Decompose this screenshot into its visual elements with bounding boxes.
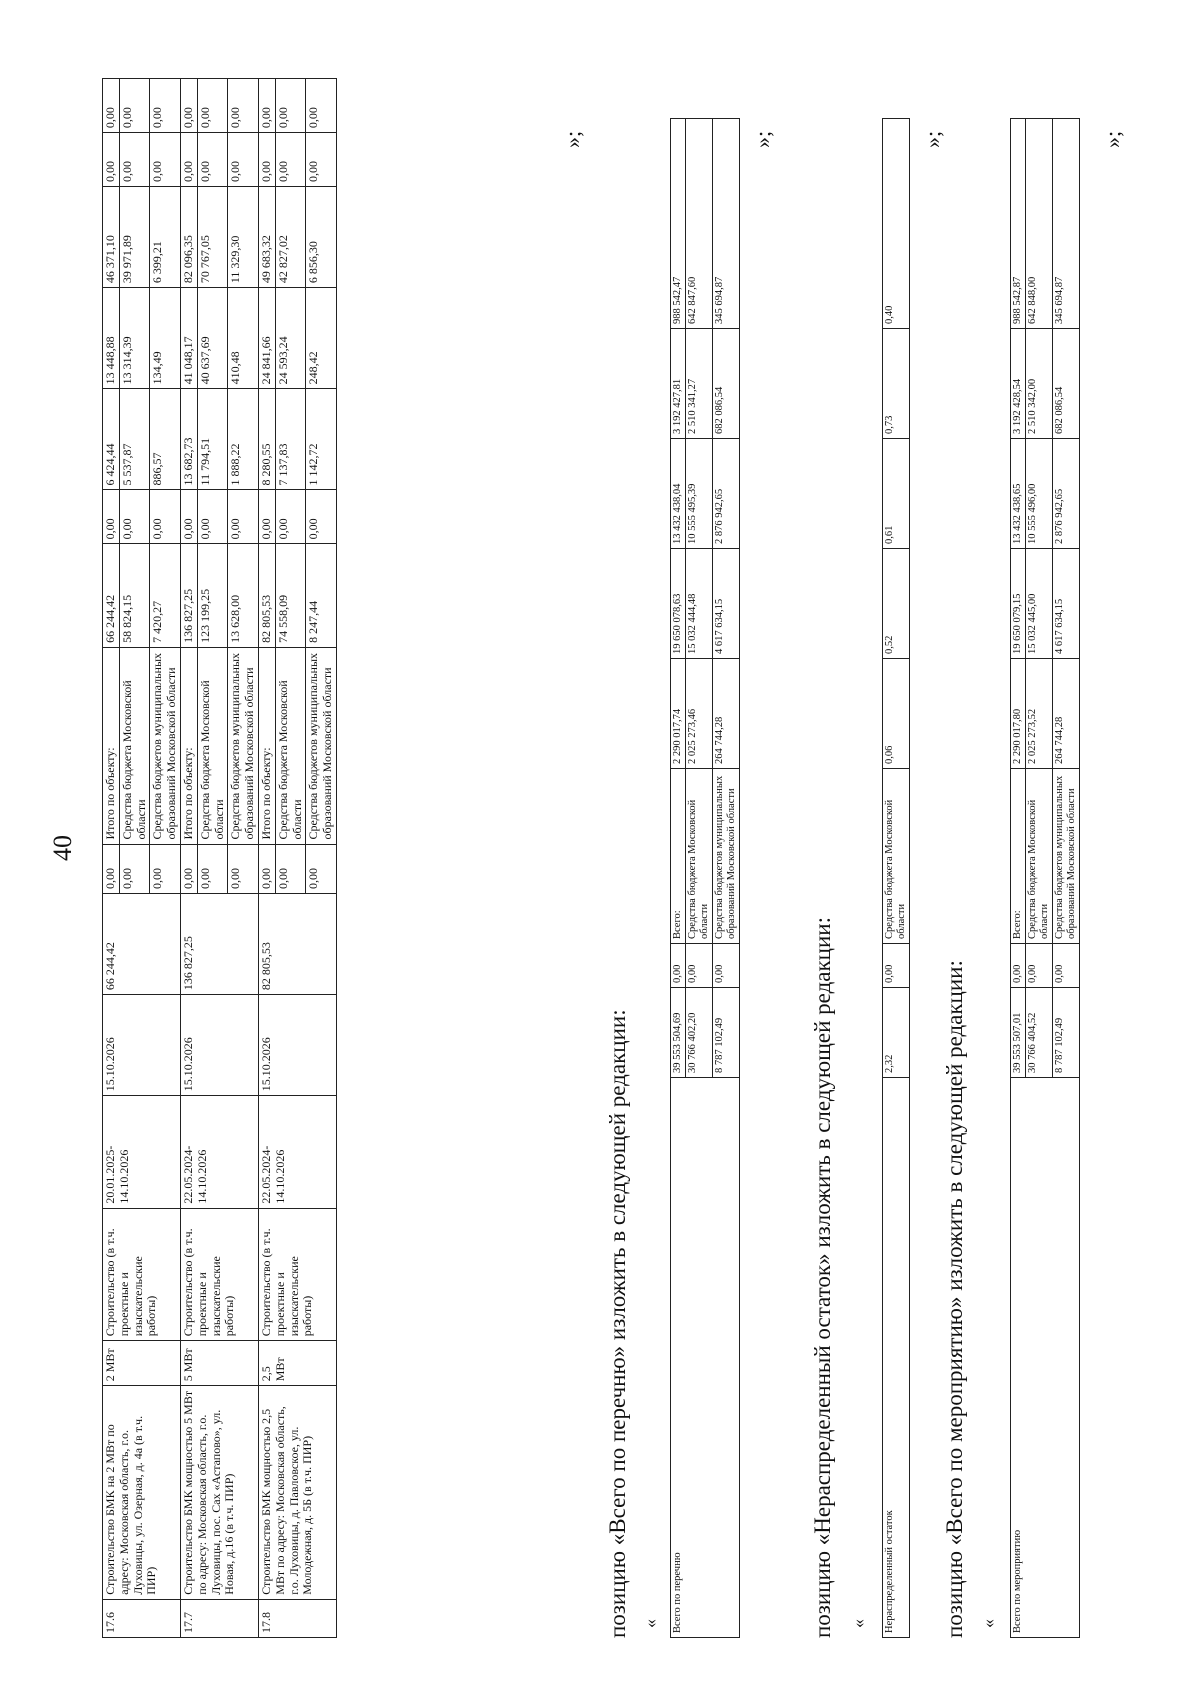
value-cell: 0,00 [180,490,197,544]
total-cell: 30 766 404,52 [1026,988,1053,1078]
value-cell: 13 432 438,04 [671,439,686,549]
total-cell: 8 787 102,49 [1053,988,1080,1078]
object-cost: 66 244,42 [103,893,181,994]
value-cell: 0,00 [180,79,197,133]
object-name: Строительство БМК на 2 МВт по адресу: Московская область, г.о. Луховицы, ул. Озерная, д. 4а (в т.ч. ПИР) [103,1386,181,1600]
value-cell: 8 247,44 [306,544,337,647]
value-cell: 82 805,53 [258,544,275,647]
value-cell: 0,00 [258,133,275,187]
value-cell: 19 650 078,63 [671,549,686,659]
paid-cell: 0,00 [883,944,910,988]
value-cell: 15 032 445,00 [1026,549,1053,659]
paid-cell: 0,00 [713,944,740,988]
value-cell: 0,00 [103,79,120,133]
value-cell: 2 876 942,65 [1053,439,1080,549]
value-cell: 0,00 [119,133,150,187]
paid-cell: 0,00 [150,844,181,893]
object-name: Строительство БМК мощностью 2,5 МВт по адресу: Московская область, г.о. Луховицы, д. Павловское, ул. Молодежная, д. 5Б (в т.ч. ПИР) [258,1386,336,1600]
funding-source-cell: Средства бюджетов муниципальных образований Московской области [713,769,740,944]
funding-source-cell: Итого по объекту: [103,647,120,844]
close-quote-4: »; [1100,130,1125,148]
funding-source-cell: Средства бюджета Московской области [1026,769,1053,944]
funding-source-cell: Итого по объекту: [180,647,197,844]
object-number: 17.6 [103,1599,181,1637]
value-cell: 41 048,17 [180,288,197,389]
value-cell: 2 510 342,00 [1026,329,1053,439]
value-cell: 0,00 [150,490,181,544]
total-cell: 39 553 504,69 [671,988,686,1078]
value-cell: 0,00 [228,490,259,544]
value-cell: 0,00 [258,490,275,544]
funding-source-cell: Итого по объекту: [258,647,275,844]
total-cell: 2,32 [883,988,910,1078]
value-cell: 7 420,27 [150,544,181,647]
value-cell: 4 617 634,15 [713,549,740,659]
funding-source-cell: Средства бюджетов муниципальных образований Московской области [150,647,181,844]
paid-cell: 0,00 [1026,944,1053,988]
value-cell: 4 617 634,15 [1053,549,1080,659]
value-cell: 2 876 942,65 [713,439,740,549]
table-row [883,119,910,1638]
table-row [1011,119,1026,1638]
value-cell: 42 827,02 [275,187,306,288]
funding-source-cell: Средства бюджетов муниципальных образований Московской области [306,647,337,844]
paid-cell: 0,00 [671,944,686,988]
value-cell: 13 448,88 [103,288,120,389]
value-cell: 0,00 [228,133,259,187]
value-cell: 6 424,44 [103,389,120,490]
funding-source-cell: Средства бюджетов муниципальных образований Московской области [1053,769,1080,944]
funding-source-cell: Средства бюджета Московской области [883,769,910,944]
funding-source-cell: Средства бюджетов муниципальных образований Московской области [228,647,259,844]
value-cell: 70 767,05 [197,187,228,288]
value-cell: 13 682,73 [180,389,197,490]
value-cell: 24 841,66 [258,288,275,389]
object-deadline: 15.10.2026 [180,995,258,1096]
value-cell: 248,42 [306,288,337,389]
value-cell: 0,00 [103,133,120,187]
value-cell: 2 510 341,27 [686,329,713,439]
value-cell: 7 137,83 [275,389,306,490]
value-cell: 0,00 [119,490,150,544]
funding-source-cell: Средства бюджета Московской области [686,769,713,944]
value-cell: 11 329,30 [228,187,259,288]
paid-cell: 0,00 [258,844,275,893]
value-cell: 1 888,22 [228,389,259,490]
value-cell: 642 848,00 [1026,119,1053,329]
object-cost: 82 805,53 [258,893,336,994]
object-deadline: 15.10.2026 [258,995,336,1096]
paid-cell: 0,00 [103,844,120,893]
value-cell: 46 371,10 [103,187,120,288]
value-cell: 0,00 [197,133,228,187]
object-power: 2 МВт [103,1341,181,1386]
funding-source-cell: Средства бюджета Московской области [197,647,228,844]
value-cell: 0,00 [150,133,181,187]
rotated-document-page [40,28,1160,1668]
objects-table [102,78,337,1638]
value-cell: 3 192 428,54 [1011,329,1026,439]
open-quote-1: « [640,1619,660,1628]
total-cell: 8 787 102,49 [713,988,740,1078]
value-cell: 6 856,30 [306,187,337,288]
value-cell: 13 628,00 [228,544,259,647]
value-cell: 345 694,87 [713,119,740,329]
funding-source-cell: Всего: [1011,769,1026,944]
value-cell: 682 086,54 [1053,329,1080,439]
object-period: 22.05.2024-14.10.2026 [258,1096,336,1208]
object-power: 5 МВт [180,1341,258,1386]
value-cell: 0,40 [883,119,910,329]
close-quote-1: »; [560,130,585,148]
total-cell: 30 766 402,20 [686,988,713,1078]
value-cell: 682 086,54 [713,329,740,439]
paid-cell: 0,00 [306,844,337,893]
page-number: 40 [48,835,77,861]
value-cell: 13 314,39 [119,288,150,389]
table-row [258,79,275,1638]
object-kind: Строительство (в т.ч. проектные и изыскательские работы) [103,1208,181,1341]
value-cell: 6 399,21 [150,187,181,288]
object-deadline: 15.10.2026 [103,995,181,1096]
paid-cell: 0,00 [228,844,259,893]
value-cell: 988 542,47 [671,119,686,329]
summary-label: Всего по перечню [671,1078,740,1638]
value-cell: 0,00 [306,79,337,133]
table-row [671,119,686,1638]
value-cell: 39 971,89 [119,187,150,288]
paid-cell: 0,00 [197,844,228,893]
value-cell: 19 650 079,15 [1011,549,1026,659]
value-cell: 2 025 273,46 [686,659,713,769]
paid-cell: 0,00 [275,844,306,893]
value-cell: 264 744,28 [713,659,740,769]
value-cell: 0,00 [180,133,197,187]
total-list-table [670,118,740,1638]
open-quote-3: « [978,1619,998,1628]
value-cell: 24 593,24 [275,288,306,389]
table-row [180,79,197,1638]
funding-source-cell: Средства бюджета Московской области [119,647,150,844]
object-name: Строительство БМК мощностью 5 МВт по адресу: Московская область, г.о. Луховицы, пос. Сах «Астапово», ул. Новая, д.16 (в т.ч. ПИР) [180,1386,258,1600]
value-cell: 0,00 [306,133,337,187]
value-cell: 0,00 [275,79,306,133]
object-number: 17.8 [258,1599,336,1637]
paid-cell: 0,00 [119,844,150,893]
summary-label: Всего по мероприятию [1011,1078,1080,1638]
value-cell: 10 555 495,39 [686,439,713,549]
value-cell: 49 683,32 [258,187,275,288]
value-cell: 0,73 [883,329,910,439]
value-cell: 2 290 017,74 [671,659,686,769]
close-quote-3: »; [920,130,945,148]
table-row [103,79,120,1638]
paid-cell: 0,00 [180,844,197,893]
value-cell: 0,00 [197,79,228,133]
object-cost: 136 827,25 [180,893,258,994]
value-cell: 0,52 [883,549,910,659]
value-cell: 988 542,87 [1011,119,1026,329]
value-cell: 82 096,35 [180,187,197,288]
value-cell: 0,00 [197,490,228,544]
value-cell: 40 637,69 [197,288,228,389]
object-kind: Строительство (в т.ч. проектные и изыскательские работы) [180,1208,258,1341]
heading-total-list: позицию «Всего по перечню» изложить в следующей редакции: [605,1009,630,1638]
value-cell: 66 244,42 [103,544,120,647]
funding-source-cell: Средства бюджета Московской области [275,647,306,844]
total-cell: 39 553 507,01 [1011,988,1026,1078]
value-cell: 0,00 [275,490,306,544]
object-period: 22.05.2024-14.10.2026 [180,1096,258,1208]
value-cell: 0,00 [150,79,181,133]
value-cell: 10 555 496,00 [1026,439,1053,549]
value-cell: 345 694,87 [1053,119,1080,329]
total-event-table [1010,118,1080,1638]
paid-cell: 0,00 [686,944,713,988]
value-cell: 15 032 444,48 [686,549,713,659]
remainder-table [882,118,910,1638]
value-cell: 2 025 273,52 [1026,659,1053,769]
heading-total-event: позицию «Всего по мероприятию» изложить в следующей редакции: [942,960,967,1638]
value-cell: 8 280,55 [258,389,275,490]
close-quote-2: »; [750,130,775,148]
value-cell: 0,00 [275,133,306,187]
value-cell: 0,00 [103,490,120,544]
value-cell: 264 744,28 [1053,659,1080,769]
value-cell: 0,00 [119,79,150,133]
value-cell: 3 192 427,81 [671,329,686,439]
value-cell: 0,00 [258,79,275,133]
value-cell: 0,06 [883,659,910,769]
value-cell: 123 199,25 [197,544,228,647]
summary-label: Нераспределенный остаток [883,1078,910,1638]
open-quote-2: « [848,1619,868,1628]
value-cell: 0,61 [883,439,910,549]
value-cell: 0,00 [228,79,259,133]
object-period: 20.01.2025-14.10.2026 [103,1096,181,1208]
object-power: 2,5 МВт [258,1341,336,1386]
value-cell: 11 794,51 [197,389,228,490]
object-number: 17.7 [180,1599,258,1637]
value-cell: 13 432 438,65 [1011,439,1026,549]
value-cell: 5 537,87 [119,389,150,490]
value-cell: 410,48 [228,288,259,389]
value-cell: 886,57 [150,389,181,490]
value-cell: 2 290 017,80 [1011,659,1026,769]
paid-cell: 0,00 [1053,944,1080,988]
value-cell: 58 824,15 [119,544,150,647]
value-cell: 134,49 [150,288,181,389]
value-cell: 642 847,60 [686,119,713,329]
heading-remainder: позицию «Нераспределенный остаток» изложить в следующей редакции: [810,917,835,1638]
object-kind: Строительство (в т.ч. проектные и изыскательские работы) [258,1208,336,1341]
value-cell: 0,00 [306,490,337,544]
value-cell: 1 142,72 [306,389,337,490]
value-cell: 74 558,09 [275,544,306,647]
value-cell: 136 827,25 [180,544,197,647]
paid-cell: 0,00 [1011,944,1026,988]
funding-source-cell: Всего: [671,769,686,944]
